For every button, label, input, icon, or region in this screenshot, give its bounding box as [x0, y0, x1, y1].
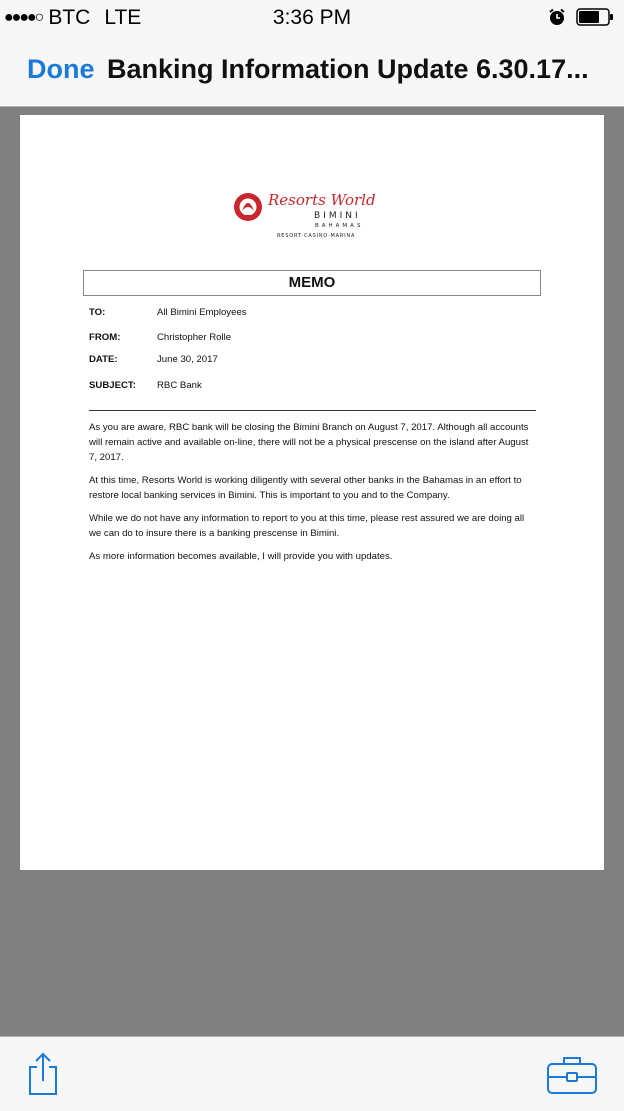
memo-heading: MEMO: [83, 270, 541, 296]
status-time: 3:36 PM: [272, 6, 352, 29]
divider: [89, 410, 536, 411]
share-icon[interactable]: [25, 1051, 61, 1097]
carrier-label: BTC: [48, 6, 91, 29]
body-paragraph: At this time, Resorts World is working diligently with several other banks in the Bahamas in an effort to restore local banking services in Bimini. This is important to you and to the Company.: [89, 475, 522, 501]
status-bar: [0, 0, 624, 36]
alarm-clock-icon: [548, 8, 566, 26]
status-right: [548, 8, 614, 26]
body-paragraph: While we do not have any information to report to you at this time, please rest assured we are doing all we can do to insure there is a banking prescense in Bimini.: [89, 513, 525, 539]
navigation-bar: [0, 36, 624, 107]
network-type: LTE: [104, 6, 142, 29]
resorts-world-logo: [232, 185, 392, 241]
field-value: June 30, 2017: [157, 354, 218, 365]
toolbox-icon[interactable]: [546, 1053, 598, 1095]
field-label: FROM:: [89, 332, 121, 343]
done-button[interactable]: Done: [27, 54, 95, 84]
field-label: TO:: [89, 307, 106, 318]
logo-tagline: RESORT·CASINO·MARINA: [277, 233, 356, 239]
body-paragraph: As you are aware, RBC bank will be closing the Bimini Branch on August 7, 2017. Although all accounts will remain active and available on-line, there will not be a physical prescense on the island after August 7, 2017.: [89, 422, 529, 463]
field-value: Christopher Rolle: [157, 332, 232, 343]
memo-body: [89, 420, 539, 572]
body-paragraph: As more information becomes available, I will provide you with updates.: [89, 551, 393, 562]
battery-icon: [576, 8, 614, 26]
field-label: SUBJECT:: [89, 380, 136, 391]
logo-script-text: Resorts World: [268, 191, 376, 209]
logo-line-bimini: BIMINI: [314, 211, 361, 221]
logo-line-bahamas: BAHAMAS: [315, 223, 364, 229]
bottom-toolbar: [0, 1036, 624, 1111]
field-value: All Bimini Employees: [157, 307, 247, 318]
field-value: RBC Bank: [157, 380, 202, 391]
document-page: [20, 115, 604, 870]
signal-strength-icon: ●●●●○: [4, 9, 43, 26]
field-label: DATE:: [89, 354, 118, 365]
document-title: Banking Information Update 6.30.17...: [107, 54, 589, 84]
